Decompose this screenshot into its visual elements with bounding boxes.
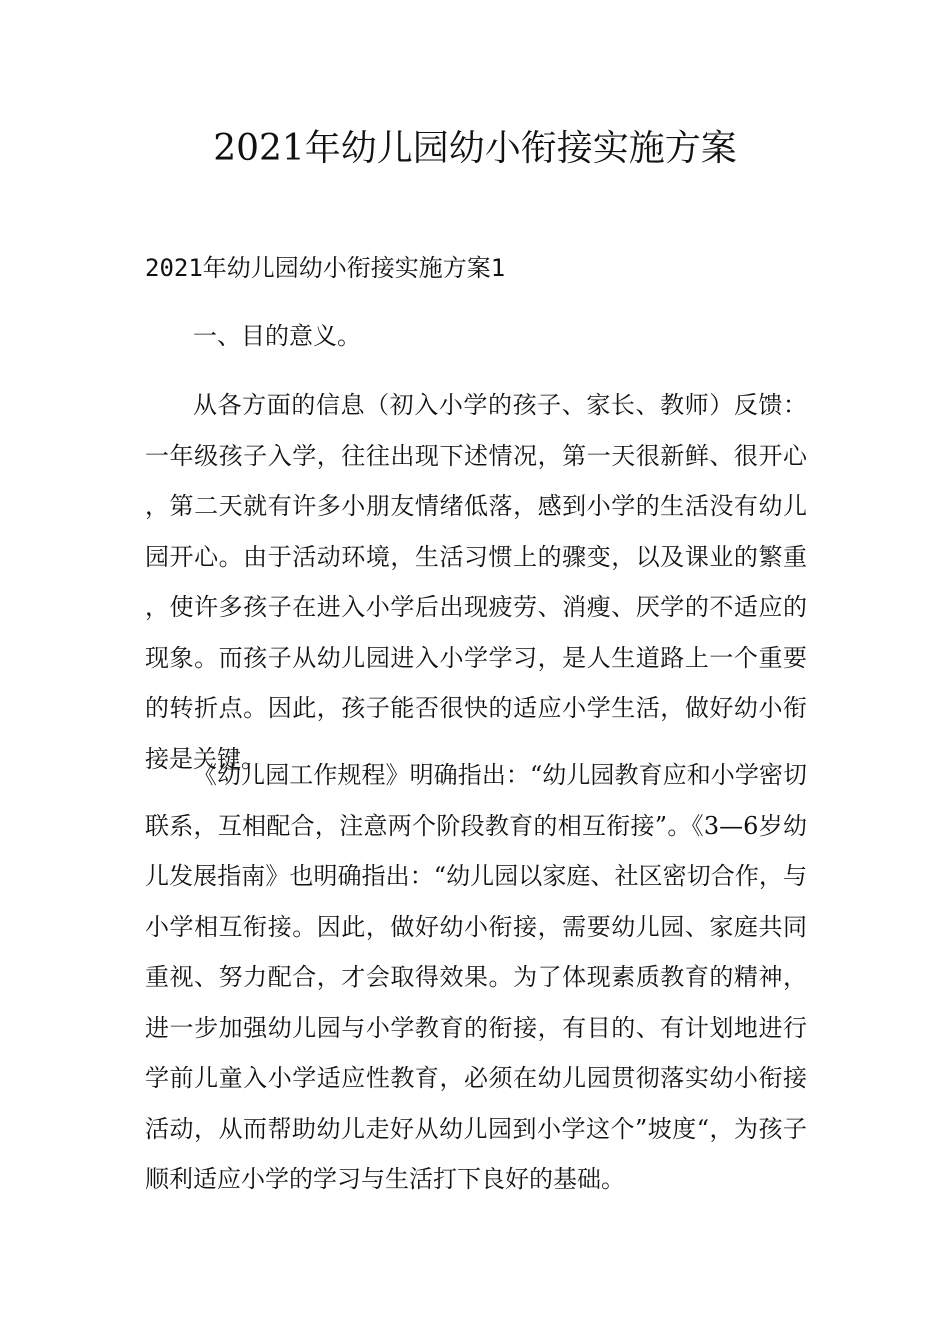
document-title: 2021年幼儿园幼小衔接实施方案 <box>213 128 737 169</box>
paragraph-1: 从各方面的信息（初入小学的孩子、家长、教师）反馈：一年级孩子入学，往往出现下述情况，第一天很新鲜、很开心，第二天就有许多小朋友情绪低落，感到小学的生活没有幼儿园开心。由于活动环境，生活习惯上的骤变，以及课业的繁重，使许多孩子在进入小学后出现疲劳、消瘦、厌学的不适应的现象。而孩子从幼儿园进入小学学习，是人生道路上一个重要的转折点。因此，孩子能否很快的适应小学生活，做好幼小衔接是关键。 <box>145 391 807 773</box>
paragraph-2: 《幼儿园工作规程》明确指出：“幼儿园教育应和小学密切联系，互相配合，注意两个阶段教育的相互衔接”。《3—6岁幼儿发展指南》也明确指出：“幼儿园以家庭、社区密切合作，与小学相互衔接。因此，做好幼小衔接，需要幼儿园、家庭共同重视、努力配合，才会取得效果。为了体现素质教育的精神，进一步加强幼儿园与小学教育的衔接，有目的、有计划地进行学前儿童入小学适应性教育，必须在幼儿园贯彻落实幼小衔接活动，从而帮助幼儿走好从幼儿园到小学这个”坡度“，为孩子顺利适应小学的学习与生活打下良好的基础。 <box>145 761 807 1193</box>
document-subtitle: 2021年幼儿园幼小衔接实施方案1 <box>145 254 506 282</box>
section-heading: 一、目的意义。 <box>193 322 361 350</box>
